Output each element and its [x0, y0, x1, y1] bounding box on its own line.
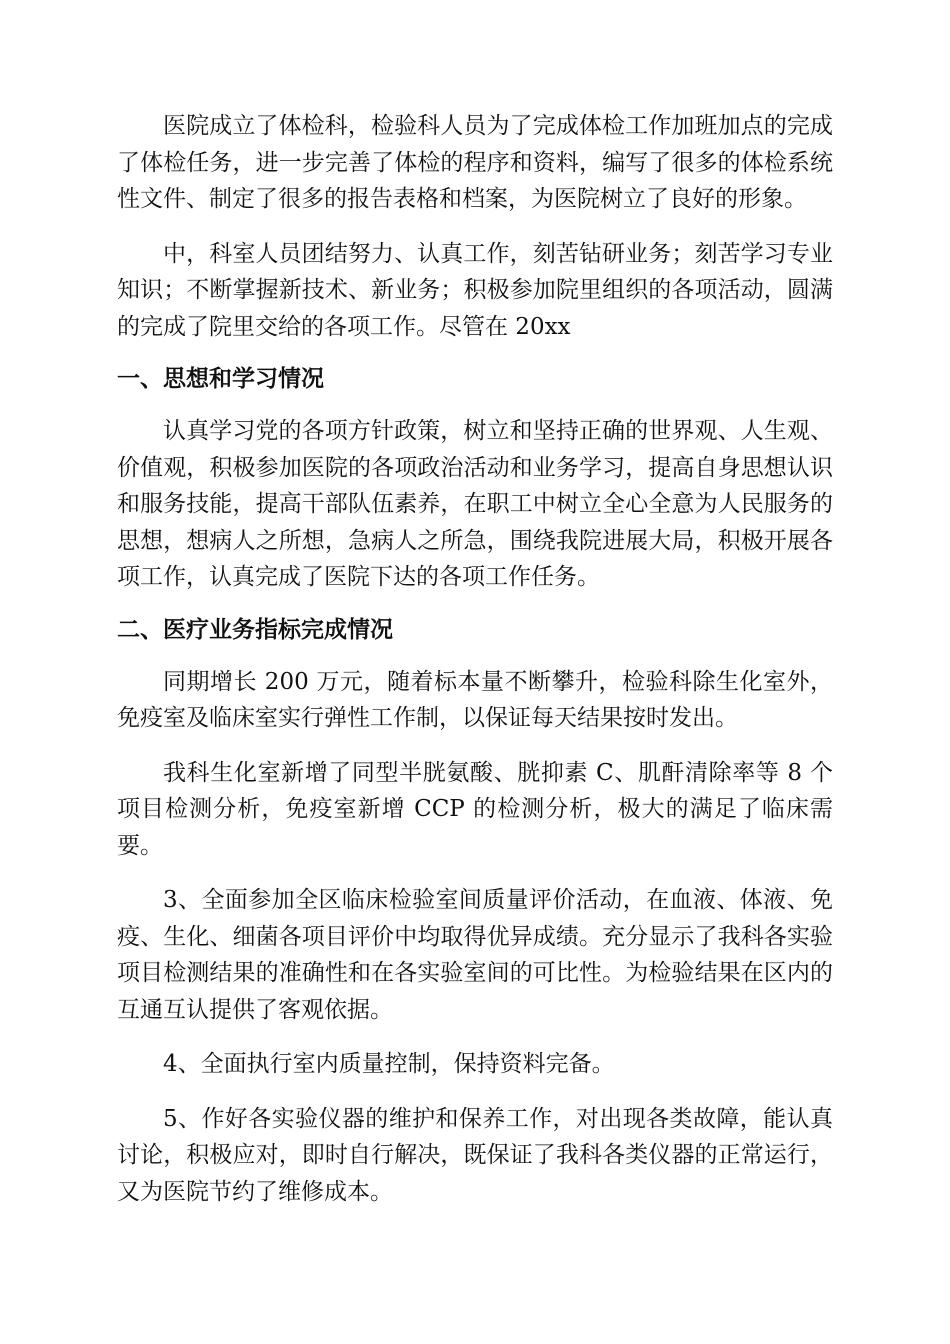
paragraph-study-policy: 认真学习党的各项方针政策，树立和坚持正确的世界观、人生观、价值观，积极参加医院的各项政治活动和业务学习，提高自身思想认识和服务技能，提高干部队伍素养，在职工中树立全心全意为人民服务的思想，想病人之所想，急病人之所急，围绕我院进展大局，积极开展各项工作，认真完成了医院下达的各项工作任务。: [117, 418, 833, 590]
paragraph-quality-control: 4、全面执行室内质量控制，保持资料完备。: [163, 1051, 615, 1077]
paragraph-new-tests: 我科生化室新增了同型半胱氨酸、胱抑素 C、肌酐清除率等 8 个项目检测分析，免疫室新增 CCP 的检测分析，极大的满足了临床需要。: [117, 759, 833, 859]
section-heading-medical-indicators: 二、医疗业务指标完成情况: [117, 616, 393, 643]
paragraph-physical-exam: 医院成立了体检科，检验科人员为了完成体检工作加班加点的完成了体检任务，进一步完善了体检的程序和资料，编写了很多的体检系统性文件、制定了很多的报告表格和档案，为医院树立了良好的形象。: [117, 113, 833, 212]
paragraph-team-work: 中，科室人员团结努力、认真工作，刻苦钻研业务；刻苦学习专业知识；不断掌握新技术、新业务；积极参加院里组织的各项活动，圆满的完成了院里交给的各项工作。尽管在 20xx: [117, 240, 833, 340]
section-heading-thought-study: 一、思想和学习情况: [117, 366, 324, 392]
document-body: [117, 108, 833, 1210]
paragraph-growth: 同期增长 200 万元，随着标本量不断攀升，检验科除生化室外，免疫室及临床室实行弹性工作制，以保证每天结果按时发出。: [117, 668, 833, 731]
paragraph-instrument-maintenance: 5、作好各实验仪器的维护和保养工作，对出现各类故障，能认真讨论，积极应对，即时自行解决，既保证了我科各类仪器的正常运行，又为医院节约了维修成本。: [117, 1105, 833, 1205]
paragraph-quality-evaluation: 3、全面参加全区临床检验室间质量评价活动，在血液、体液、免疫、生化、细菌各项目评价中均取得优异成绩。充分显示了我科各实验项目检测结果的准确性和在各实验室间的可比性。为检验结果在区内的互通互认提供了客观依据。: [117, 887, 833, 1023]
